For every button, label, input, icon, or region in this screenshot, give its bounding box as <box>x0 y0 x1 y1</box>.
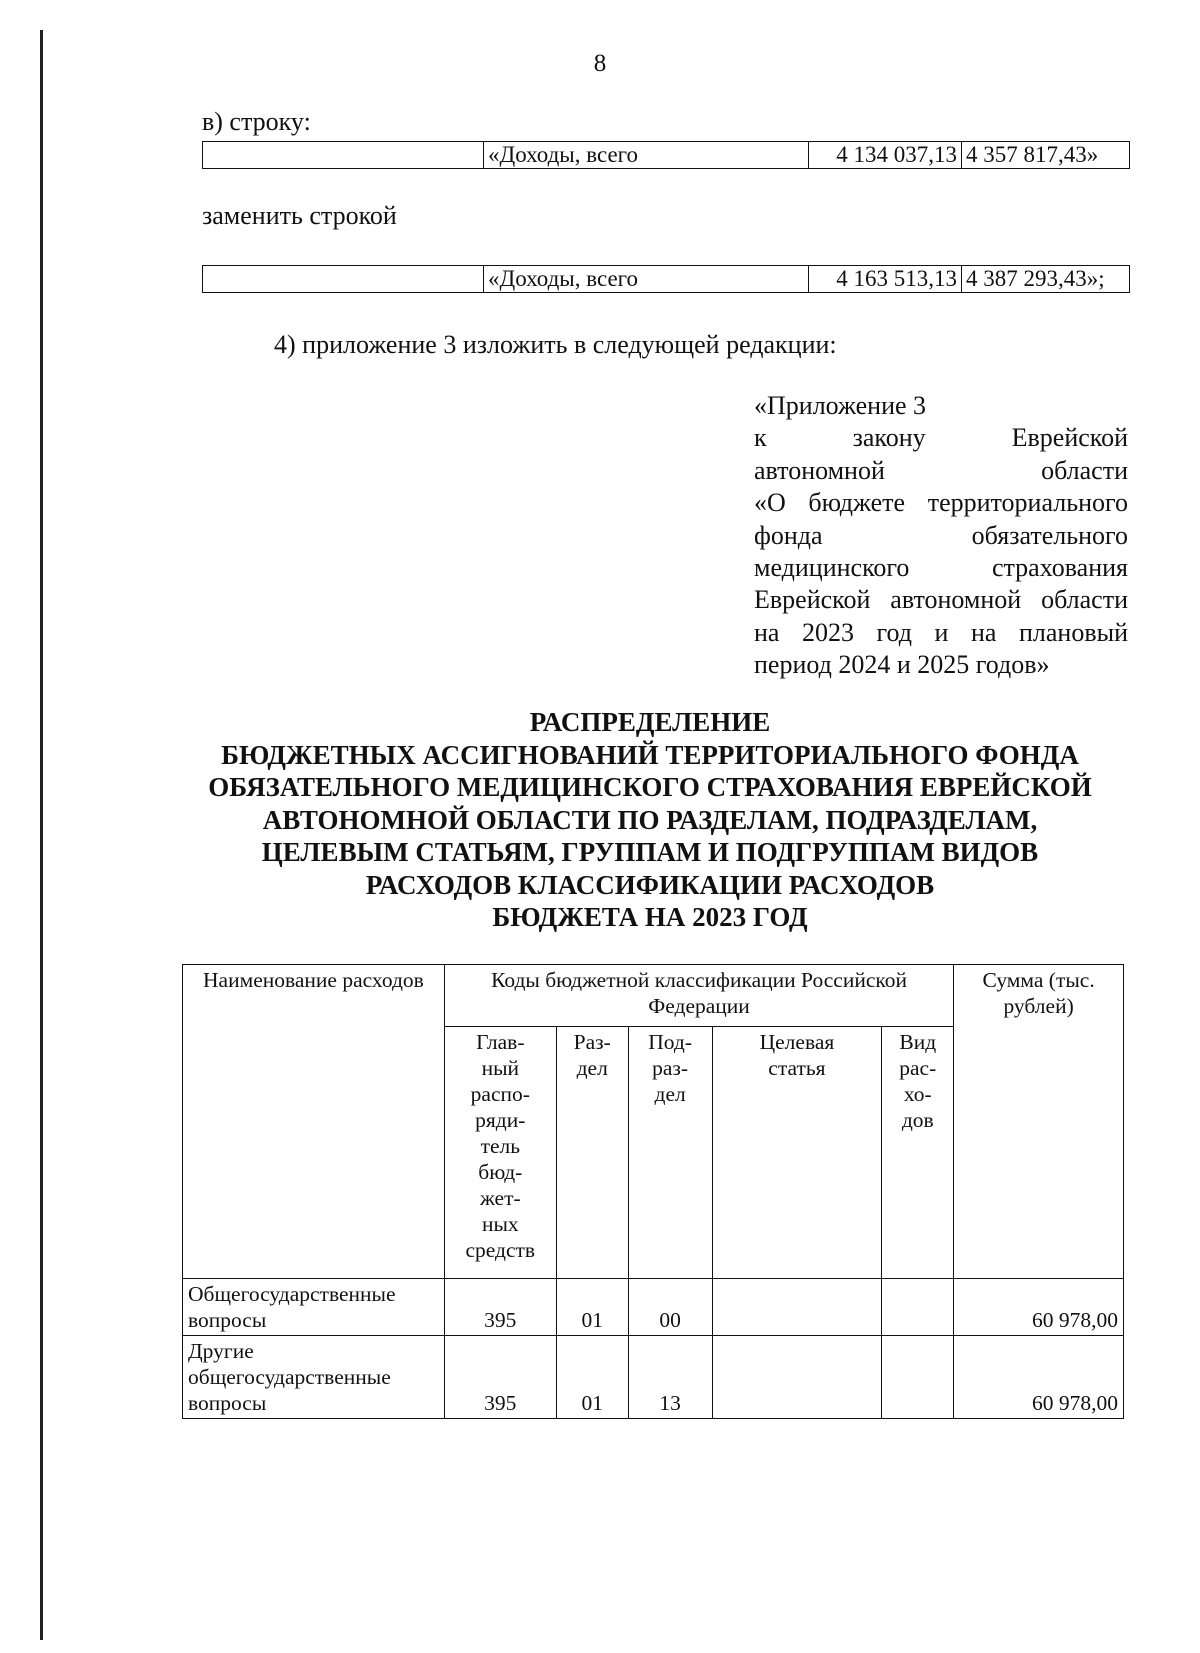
new-row-empty-cell <box>203 266 484 293</box>
row-razdel: 01 <box>556 1336 628 1419</box>
header-razdel: Раз- дел <box>556 1027 628 1279</box>
page-number: 8 <box>593 50 607 77</box>
margin-line <box>40 30 43 1640</box>
title-line: ЦЕЛЕВЫМ СТАТЬЯМ, ГРУППАМ И ПОДГРУППАМ ВИДОВ <box>261 837 1039 867</box>
header-glava: Глав- ный распо- ряди- тель бюд- жет- ных средств <box>444 1027 556 1279</box>
old-row-value2: 4 357 817,43» <box>962 142 1130 169</box>
old-income-row <box>202 141 1130 169</box>
old-row-value1: 4 134 037,13 <box>809 142 962 169</box>
row-vid <box>882 1279 954 1336</box>
new-income-row <box>202 265 1130 293</box>
row-podrazdel: 00 <box>628 1279 712 1336</box>
old-row-empty-cell <box>203 142 484 169</box>
new-row-label: «Доходы, всего <box>484 266 809 293</box>
header-sum: Сумма (тыс. рублей) <box>954 965 1124 1279</box>
document-title <box>150 706 1150 934</box>
header-vid: Вид рас- хо- дов <box>882 1027 954 1279</box>
appendix-line: «Приложение 3 <box>754 391 927 420</box>
title-line: БЮДЖЕТНЫХ АССИГНОВАНИЙ ТЕРРИТОРИАЛЬНОГО ФОНДА <box>221 739 1079 770</box>
row-glava: 395 <box>444 1336 556 1419</box>
item-4-text: 4) приложение 3 изложить в следующей редакции: <box>274 330 837 359</box>
appendix-line: «О бюджете территориального <box>754 488 1128 518</box>
appendix-reference <box>754 390 1128 682</box>
row-razdel: 01 <box>556 1279 628 1336</box>
replace-text: заменить строкой <box>202 201 397 230</box>
appendix-line: медицинского страхования <box>754 553 1128 583</box>
new-row-value2: 4 387 293,43»; <box>962 266 1130 293</box>
old-row-label: «Доходы, всего <box>484 142 809 169</box>
header-codes: Коды бюджетной классификации Российской Федерации <box>444 965 953 1027</box>
row-vid <box>882 1336 954 1419</box>
appendix-line: на 2023 год и на плановый <box>754 617 1128 647</box>
title-line: ОБЯЗАТЕЛЬНОГО МЕДИЦИНСКОГО СТРАХОВАНИЯ ЕВРЕЙСКОЙ <box>208 772 1092 802</box>
title-line: РАСПРЕДЕЛЕНИЕ <box>529 707 771 737</box>
new-row-value1: 4 163 513,13 <box>809 266 962 293</box>
appendix-line: период 2024 и 2025 годов» <box>754 650 1050 680</box>
header-name: Наименование расходов <box>183 965 445 1279</box>
row-celevaya <box>712 1279 882 1336</box>
title-line: РАСХОДОВ КЛАССИФИКАЦИИ РАСХОДОВ <box>365 869 935 900</box>
title-line: БЮДЖЕТА НА 2023 ГОД <box>492 902 808 932</box>
header-celevaya: Целевая статья <box>712 1027 882 1279</box>
row-celevaya <box>712 1336 882 1419</box>
section-v-intro: в) строку: <box>202 107 311 136</box>
row-sum: 60 978,00 <box>954 1336 1124 1419</box>
row-name: Другие общегосударственные вопросы <box>183 1336 445 1419</box>
table-row <box>183 1336 1124 1419</box>
title-line: АВТОНОМНОЙ ОБЛАСТИ ПО РАЗДЕЛАМ, ПОДРАЗДЕЛАМ, <box>262 804 1038 835</box>
appendix-line: фонда обязательного <box>754 520 1128 550</box>
row-podrazdel: 13 <box>628 1336 712 1419</box>
table-row <box>183 1279 1124 1336</box>
appendix-line: к закону Еврейской <box>754 423 1128 453</box>
row-sum: 60 978,00 <box>954 1279 1124 1336</box>
appendix-line: Еврейской автономной области <box>754 585 1128 615</box>
budget-distribution-table <box>182 964 1124 1419</box>
row-glava: 395 <box>444 1279 556 1336</box>
appendix-line: автономной области <box>754 455 1128 485</box>
header-podrazdel: Под- раз- дел <box>628 1027 712 1279</box>
row-name: Общегосударственные вопросы <box>183 1279 445 1336</box>
